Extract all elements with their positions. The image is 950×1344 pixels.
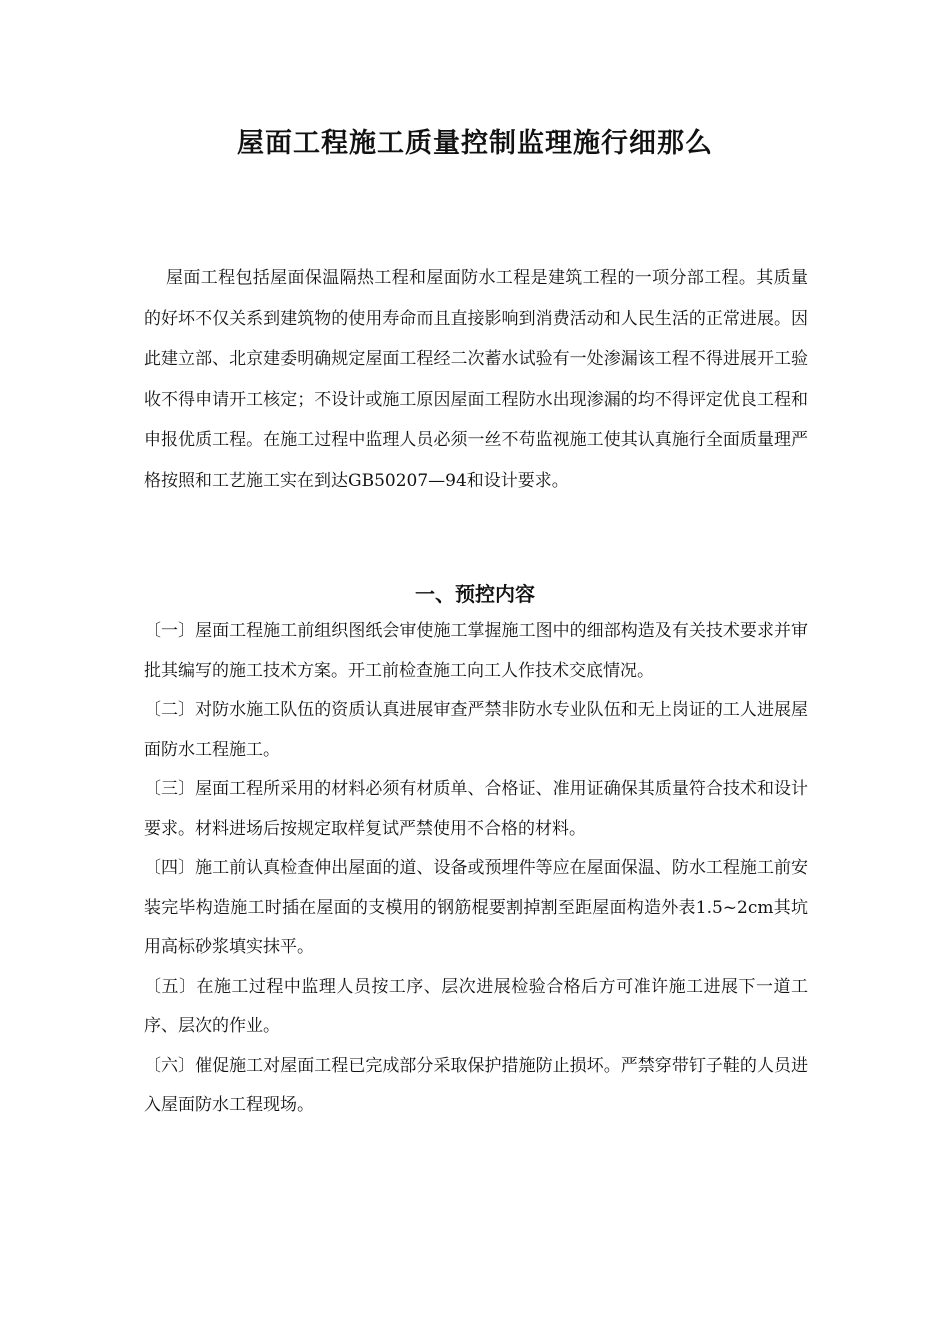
list-item: 〔三〕屋面工程所采用的材料必须有材质单、合格证、准用证确保其质量符合技术和设计要求。材料进场后按规定取样复试严禁使用不合格的材料。 [144, 779, 808, 839]
list-item: 〔二〕对防水施工队伍的资质认真进展审查严禁非防水专业队伍和无上岗证的工人进展屋面防水工程施工。 [144, 700, 808, 760]
section-heading-precontrol: 一、预控内容 [415, 582, 535, 606]
list-item: 〔六〕催促施工对屋面工程已完成部分采取保护措施防止损坏。严禁穿带钉子鞋的人员进入屋面防水工程现场。 [144, 1055, 808, 1115]
document-title: 屋面工程施工质量控制监理施行细那么 [237, 128, 713, 159]
list-item: 〔一〕屋面工程施工前组织图纸会审使施工掌握施工图中的细部构造及有关技术要求并审批其编写的施工技术方案。开工前检查施工向工人作技术交底情况。 [144, 621, 808, 681]
precontrol-item-list [144, 612, 808, 1126]
intro-paragraph: 屋面工程包括屋面保温隔热工程和屋面防水工程是建筑工程的一项分部工程。其质量的好坏不仅关系到建筑物的使用寿命而且直接影响到消费活动和人民生活的正常进展。因此建立部、北京建委明确规定屋面工程经二次蓄水试验有一处渗漏该工程不得进展开工验收不得申请开工核定；不设计或施工原因屋面工程防水出现渗漏的均不得评定优良工程和申报优质工程。在施工过程中监理人员必须一丝不苟监视施工使其认真施行全面质量理严格按照和工艺施工实在到达GB50207—94和设计要求。 [144, 268, 808, 491]
list-item: 〔五〕在施工过程中监理人员按工序、层次进展检验合格后方可准许施工进展下一道工序、层次的作业。 [144, 976, 808, 1036]
list-item: 〔四〕施工前认真检查伸出屋面的道、设备或预埋件等应在屋面保温、防水工程施工前安装完毕构造施工时插在屋面的支模用的钢筋棍要割掉割至距屋面构造外表1.5~2cm其坑用高标砂浆填实抹平。 [144, 858, 808, 957]
